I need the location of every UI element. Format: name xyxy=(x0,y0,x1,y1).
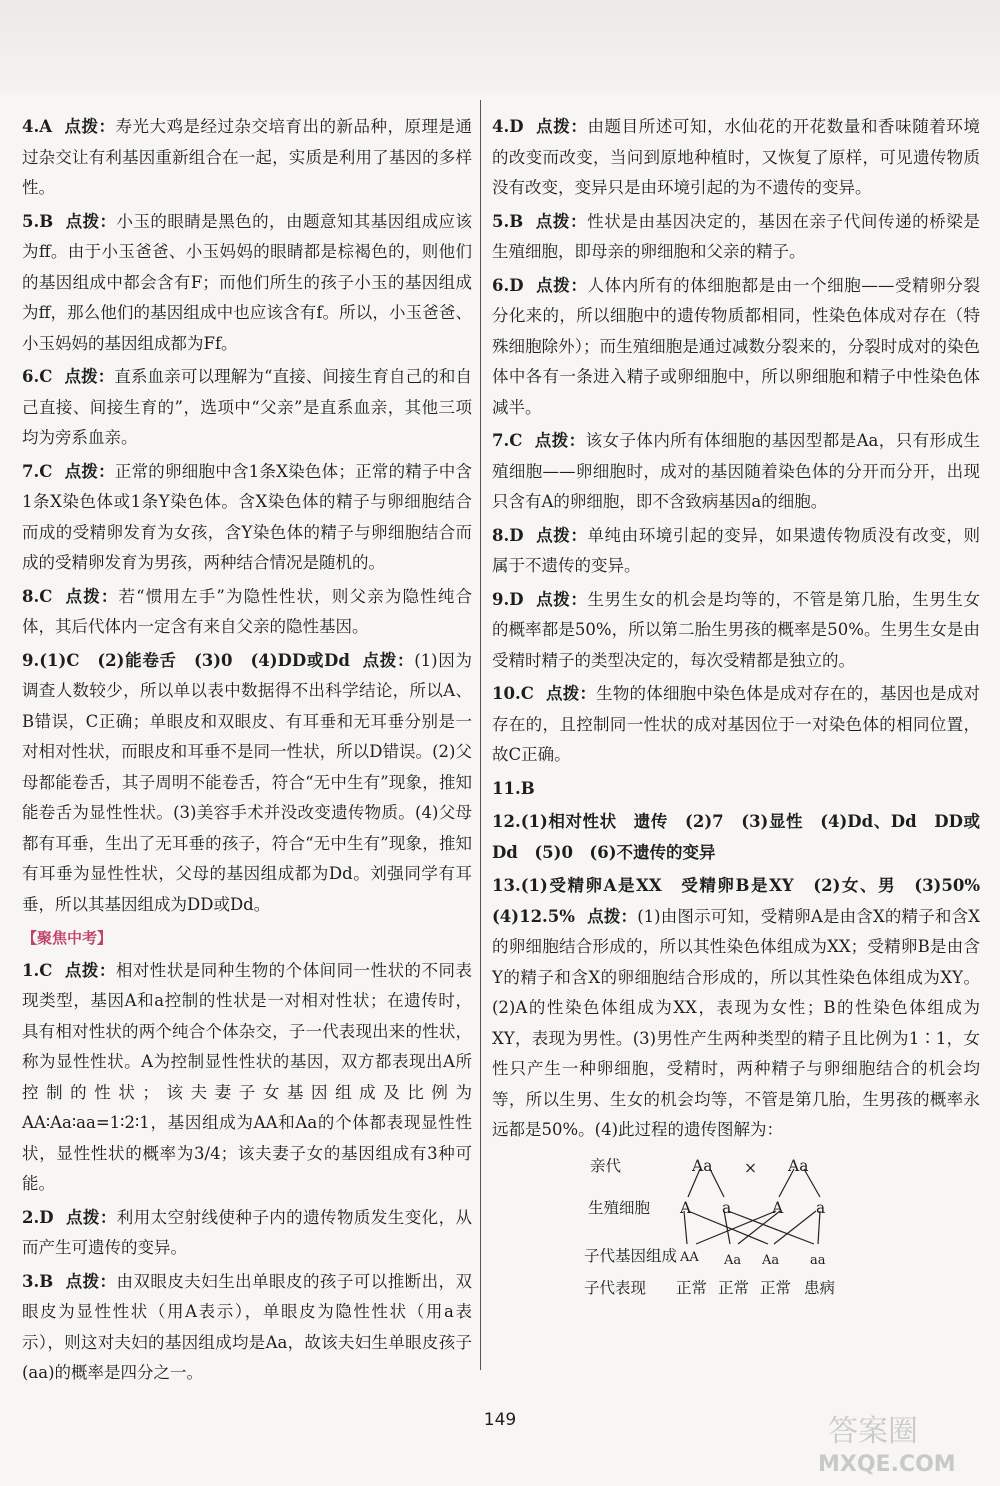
answer-choice: C xyxy=(509,431,523,450)
hint-label: 点拨： xyxy=(535,211,588,231)
hint-label: 点拨： xyxy=(65,1271,117,1291)
right-answer-list xyxy=(492,112,997,1146)
explanation-text: 人体内所有的体细胞都是由一个细胞——受精卵分裂分化来的，所以细胞中的遗传物质都相同，性染色体成对存在（特殊细胞除外）；而生殖细胞是通过减数分裂来的，分裂时成对的染色体中各有一条进入精子或卵细胞中，所以卵细胞和精子中性染色体减半。 xyxy=(492,275,981,417)
page-top-shade xyxy=(0,0,1000,95)
answer-choice: C xyxy=(39,367,53,386)
explanation-text: 由双眼皮夫妇生出单眼皮的孩子可以推断出，双眼皮为显性性状（用A表示），单眼皮为隐性性状（用a表示），则这对夫妇的基因组成均是Aa，故该夫妇生单眼皮孩子(aa)的概率是四分之一。 xyxy=(22,1271,473,1382)
page-number: 149 xyxy=(483,1410,517,1430)
explanation-text: 若“惯用左手”为隐性性状，则父亲为隐性纯合体，其后代体内一定含有来自父亲的隐性基因。 xyxy=(22,586,472,636)
offspring-phenotype-2: 正常 xyxy=(718,1278,750,1297)
answer-number: 12. xyxy=(492,812,521,831)
offspring-genotype-4: aa xyxy=(810,1252,826,1268)
hint-label: 点拨： xyxy=(534,431,586,450)
explanation-text: 该女子体内所有体细胞的基因型都是Aa，只有形成生殖细胞——卵细胞时，成对的基因随着染色体的分开而分开，出现只含有A的卵细胞，即不含致病基因a的细胞。 xyxy=(492,431,980,511)
answer-choice: C xyxy=(39,586,53,606)
answer-number: 7. xyxy=(22,461,40,481)
answer-item xyxy=(492,426,980,518)
answer-choice: B xyxy=(520,778,535,798)
left-answer-list xyxy=(22,112,472,920)
watermark-text-cn: 答案圈 xyxy=(828,1414,918,1449)
explanation-text: 由题目所述可知，水仙花的开花数量和香味随着环境的改变而改变，当问到原地种植时，又恢复了原样，可见遗传物质没有改变，变异只是由环境引起的为不遗传的变异。 xyxy=(492,117,981,197)
gamete-1: A xyxy=(680,1198,692,1217)
watermark-text-domain: MXQE.COM xyxy=(818,1452,956,1477)
answer-number: 7. xyxy=(492,431,510,450)
answer-choice: C xyxy=(39,960,53,980)
answer-item xyxy=(22,956,472,1200)
answer-number: 4. xyxy=(492,117,510,136)
answer-choice: D xyxy=(509,589,524,609)
answer-choice: D xyxy=(39,1207,54,1227)
answer-number: 3. xyxy=(22,1271,40,1291)
explanation-text: 生男生女的机会是均等的，不管是第几胎，生男生女的概率都是50%，所以第二胎生男孩的概率是50%。生男生女是由受精时精子的类型决定的，每次受精都是独立的。 xyxy=(492,589,981,670)
answer-choice: B xyxy=(39,211,54,231)
answer-number: 8. xyxy=(22,586,40,606)
explanation-text: 正常的卵细胞中含1条X染色体；正常的精子中含1条X染色体或1条Y染色体。含X染色体的精子与卵细胞结合而成的受精卵发育为女孩，含Y染色体的精子与卵细胞结合而成的受精卵发育为男孩，两种结合情况是随机的。 xyxy=(22,461,473,572)
explanation-text: 寿光大鸡是经过杂交培育出的新品种，原理是通过杂交让有利基因重新组合在一起，实质是利用了基因的多样性。 xyxy=(22,117,473,197)
hint-label: 点拨： xyxy=(64,117,116,136)
answer-item xyxy=(22,1267,472,1389)
answer-item xyxy=(492,871,997,1146)
answer-choice: (1)C (2)能卷舌 (3)0 (4)DD或Dd xyxy=(39,650,350,670)
answer-number: 8. xyxy=(492,525,510,545)
right-column xyxy=(492,112,997,1299)
offspring-genotype-3: Aa xyxy=(762,1252,780,1268)
answer-item xyxy=(492,807,980,868)
answer-number: 2. xyxy=(22,1207,40,1227)
answer-item xyxy=(492,271,980,424)
hint-label: 点拨： xyxy=(64,367,115,386)
gamete-4: a xyxy=(816,1198,826,1217)
answer-item xyxy=(492,112,980,204)
answer-choice: D xyxy=(509,117,524,136)
hint-label: 点拨： xyxy=(64,960,116,980)
section-label: 【聚焦中考】 xyxy=(22,929,113,947)
explanation-text: 小玉的眼睛是黑色的，由题意知其基因组成应该为ff。由于小玉爸爸、小玉妈妈的眼睛都是棕褐色的，则他们的基因组成中都会含有F；而他们所生的孩子小玉的基因组成为ff，那么他们的基因组成中也应该含有f。所以，小玉爸爸、小玉妈妈的基因组成都为Ff。 xyxy=(22,211,473,353)
answer-choice: (1)相对性状 遗传 (2)7 (3)显性 (4)Dd、Dd DD或Dd (5)0 (6)不遗传的变异 xyxy=(492,812,980,862)
explanation-text: (1)由图示可知，受精卵A是由含X的精子和含X的卵细胞结合形成的，所以其性染色体组成为XX；受精卵B是由含Y的精子和含X的卵细胞结合形成的，所以其性染色体组成为XY。(2)A的性染色体组成为XX，表现为女性；B的性染色体组成为XY，表现为男性。(3)男性产生两种类型的精子且比例为1∶1，女性只产生一种卵细胞，受精时，两种精子与卵细胞结合的机会均等，所以生男、生女的机会均等，不管是第几胎，生男孩的概率永远都是50%。(4)此过程的遗传图解为： xyxy=(492,906,981,1139)
answer-choice: B xyxy=(39,1271,54,1291)
offspring-genotype-1: AA xyxy=(680,1249,699,1265)
hint-label: 点拨： xyxy=(535,275,588,295)
parent-genotype-1: Aa xyxy=(692,1156,713,1175)
hint-label: 点拨： xyxy=(545,684,597,703)
answer-item xyxy=(492,585,980,677)
row-label-parents: 亲代 xyxy=(590,1156,622,1175)
explanation-text: 单纯由环境引起的变异，如果遗传物质没有改变，则属于不遗传的变异。 xyxy=(492,525,981,575)
hint-label: 点拨： xyxy=(64,461,115,481)
hint-label: 点拨： xyxy=(535,117,588,136)
answer-item xyxy=(22,582,472,643)
genetic-diagram xyxy=(492,1149,980,1299)
arrow-g3-c1 xyxy=(696,1211,776,1244)
answer-number: 5. xyxy=(22,211,40,231)
parent-genotype-2: Aa xyxy=(788,1156,809,1175)
answer-number: 5. xyxy=(492,211,510,231)
answer-number: 9. xyxy=(22,650,40,670)
answer-number: 13. xyxy=(492,876,521,895)
offspring-phenotype-3: 正常 xyxy=(760,1278,792,1297)
gamete-2: a xyxy=(722,1198,732,1217)
cross-symbol: × xyxy=(744,1158,757,1177)
hint-label: 点拨： xyxy=(65,1207,117,1227)
hint-label: 点拨： xyxy=(65,211,117,231)
answer-item xyxy=(22,112,472,204)
hint-label: 点拨： xyxy=(535,589,588,609)
answer-item xyxy=(22,646,472,921)
answer-item xyxy=(22,457,472,579)
answer-item xyxy=(492,774,980,805)
row-label-gametes: 生殖细胞 xyxy=(588,1198,651,1217)
explanation-text: (1)因为调查人数较少，所以单以表中数据得不出科学结论，所以A、B错误，C正确；单眼皮和双眼皮、有耳垂和无耳垂分别是一对相对性状，而眼皮和耳垂不是同一性状，所以D错误。(2)父母都能卷舌，其子周明不能卷舌，符合“无中生有”现象，推知能卷舌为显性性状。(3)美容手术并没改变遗传物质。(4)父母都有耳垂，生出了无耳垂的孩子，符合“无中生有”现象，推知有耳垂为显性性状，父母的基因组成都为Dd。刘强同学有耳垂，所以其基因组成为DD或Dd。 xyxy=(22,650,472,914)
answer-item xyxy=(492,207,980,268)
row-label-offspring-phenotype: 子代表现 xyxy=(584,1278,647,1297)
answer-number: 4. xyxy=(22,117,40,136)
answer-choice: C xyxy=(39,461,53,481)
watermark-logo xyxy=(788,1405,988,1480)
answer-choice: D xyxy=(509,525,524,545)
arrow-g2-c4 xyxy=(728,1211,814,1244)
column-divider xyxy=(480,100,481,1370)
exam-answer-list xyxy=(22,956,472,1389)
answer-item xyxy=(22,207,472,360)
answer-item xyxy=(492,521,980,582)
explanation-text: 生物的体细胞中染色体是成对存在的，基因也是成对存在的，且控制同一性状的成对基因位于一对染色体的相同位置，故C正确。 xyxy=(492,684,981,764)
gamete-3: A xyxy=(772,1198,784,1217)
explanation-text: 性状是由基因决定的，基因在亲子代间传递的桥梁是生殖细胞，即母亲的卵细胞和父亲的精子。 xyxy=(492,211,981,261)
answer-choice: (1)受精卵A是XX 受精卵B是XY (2)女、男 (3)50% (4)12.5% xyxy=(492,876,997,926)
answer-choice: A xyxy=(39,117,53,136)
answer-choice: D xyxy=(509,275,524,295)
answer-item xyxy=(22,362,472,454)
answer-choice: B xyxy=(509,211,524,231)
offspring-phenotype-4: 患病 xyxy=(804,1278,836,1297)
answer-number: 9. xyxy=(492,589,510,609)
hint-label: 点拨： xyxy=(586,906,638,926)
hint-label: 点拨： xyxy=(361,650,415,670)
answer-number: 1. xyxy=(22,960,40,980)
answer-number: 6. xyxy=(22,367,40,386)
left-column xyxy=(22,112,472,1392)
explanation-text: 相对性状是同种生物的个体间同一性状的不同表现类型，基因A和a控制的性状是一对相对性状；在遗传时，具有相对性状的两个纯合个体杂交，子一代表现出来的性状，称为显性性状。A为控制显性性状的基因，双方都表现出A所控制的性状；该夫妻子女基因组成及比例为AA∶Aa∶aa=1∶2∶1，基因组成为AA和Aa的个体都表现显性性状，显性性状的概率为3/4；该夫妻子女的基因组成有3种可能。 xyxy=(22,960,472,1193)
explanation-text: 利用太空射线使种子内的遗传物质发生变化，从而产生可遗传的变异。 xyxy=(22,1207,473,1257)
hint-label: 点拨： xyxy=(64,586,119,606)
offspring-phenotype-1: 正常 xyxy=(676,1278,708,1297)
answer-choice: C xyxy=(520,684,534,703)
answer-number: 6. xyxy=(492,275,510,295)
hint-label: 点拨： xyxy=(535,525,588,545)
answer-item xyxy=(492,679,980,771)
answer-number: 10. xyxy=(492,684,521,703)
row-label-offspring-genotype: 子代基因组成 xyxy=(584,1246,678,1265)
offspring-genotype-2: Aa xyxy=(724,1252,742,1268)
explanation-text: 直系血亲可以理解为“直接、间接生育自己的和自己直接、间接生育的”，选项中“父亲”是直系血亲，其他三项均为旁系血亲。 xyxy=(22,367,473,447)
answer-number: 11. xyxy=(492,778,521,798)
answer-item xyxy=(22,1203,472,1264)
